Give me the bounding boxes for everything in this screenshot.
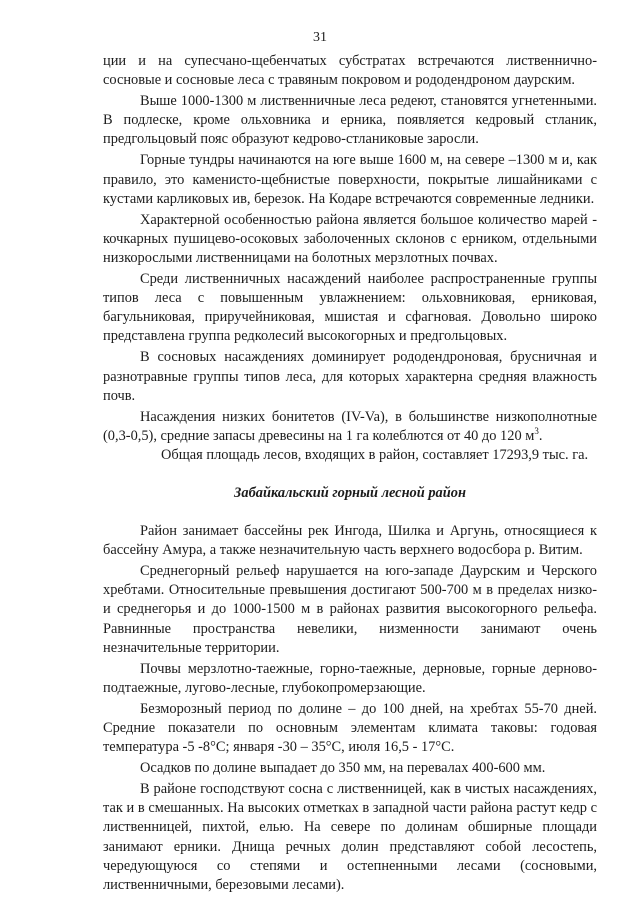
page-number: 31 [313,30,327,45]
stands-superscript: 3 [534,425,539,436]
paragraph: Район занимает бассейны рек Ингода, Шилка и Аргунь, относящиеся к бассейну Амура, а также незначительную часть верхнего водосбора р. Витим. [103,523,597,559]
bottom-paragraphs [103,522,597,895]
paragraph: Безморозный период по долине – до 100 дней, на хребтах 55-70 дней. Средние показатели по основным элементам климата таковы: годовая температура -5 -8°С; января -30 – 35°С, июля 16,5 - 17°С. [103,700,597,756]
body-text [103,52,597,897]
paragraph: Осадков по долине выпадает до 350 мм, на перевалах 400-600 мм. [140,760,546,777]
paragraph: В сосновых насаждениях доминирует рододендроновая, брусничная и разнотравные группы типов леса, для которых характерна средняя влажность почв. [103,349,597,404]
section-title: Забайкальский горный лесной район [234,484,466,501]
stands-tail: . [538,427,543,444]
paragraph: ции и на супесчано-щебенчатых субстратах встречаются лиственнично-сосновые и сосновые леса с травяным покровом и рододендроном даурским. [103,53,597,89]
paragraph: Горные тундры начинаются на юге выше 1600 м, на севере –1300 м и, как правило, это каменисто-щебнистые поверхности, покрытые лишайниками с кустами карликовых ив, березок. На Кодаре встречаются современные ледники. [103,152,597,207]
stands-text: Насаждения низких бонитетов (IV-Va), в большинстве низкополнотные (0,3-0,5), средние запасы древесины на 1 га колеблются от 40 до 120 м [103,408,597,444]
paragraph: Среднегорный рельеф нарушается на юго-западе Даурским и Черского хребтами. Относительные превышения достигают 500-700 м в пределах низко- и среднегорья и до 1000-1500 м в районах развития высокогорного рельефа. Равнинные пространства невелики, низменности занимают очень незначительные территории. [103,563,597,656]
total-area-paragraph: Общая площадь лесов, входящих в район, составляет 17293,9 тыс. га. [161,446,589,463]
paragraph: Характерной особенностью района является большое количество марей - кочкарных пушицево-осоковых заболоченных склонов с ерником, отдельными низкорослыми лиственницами на болотных мерзлотных почвах. [103,211,597,266]
paragraph: Выше 1000-1300 м лиственничные леса редеют, становятся угнетенными. В подлеске, кроме ольховника и ерника, появляется кедровый стланик, предгольцовый пояс образуют кедрово-стланиковые заросли. [103,93,597,148]
stands-paragraph [103,408,597,446]
top-paragraphs [103,52,597,406]
paragraph: В районе господствуют сосна с лиственницей, как в чистых насаждениях, так и в смешанных. На высоких отметках в западной части района растут кедр с лиственницей, пихтой, елью. На севере по долинам обширные площади занимают ерники. Днища речных долин представляют собой лесостепь, чередующуюся со степями и остепненными лесами (сосновыми, лиственничными, березовыми лесами). [103,781,597,893]
paragraph: Почвы мерзлотно-таежные, горно-таежные, дерновые, горные дерново-подтаежные, лугово-лесные, глубокопромерзающие. [103,660,597,696]
paragraph: Среди лиственничных насаждений наиболее распространенные группы типов леса с повышенным увлажнением: ольховниковая, ерниковая, багульниковая, приручейниковая, мшистая и сфагновая. Довольно широко представлена группа редколесий высокогорных и предгольцовых. [103,271,597,345]
